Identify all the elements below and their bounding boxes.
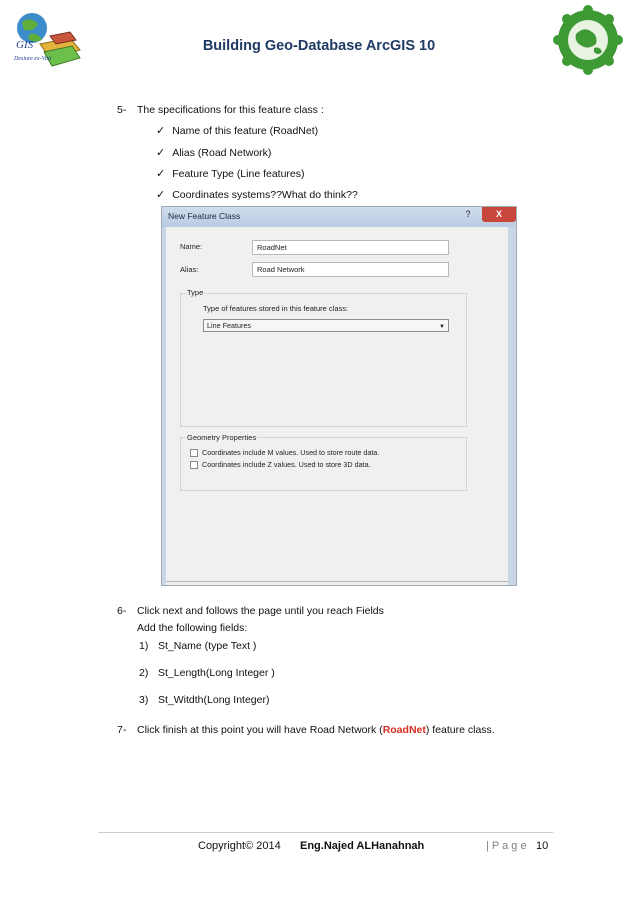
feature-type-selected-value: Line Features	[207, 321, 251, 330]
z-values-label: Coordinates include Z values. Used to store 3D data.	[202, 460, 371, 469]
checkmark-icon: ✓	[156, 147, 166, 159]
field-list-item: St_Witdth(Long Integer)	[158, 694, 270, 706]
logo-gis-text: GIS	[16, 39, 34, 51]
checkmark-icon: ✓	[156, 189, 166, 201]
step-7-text-before: Click finish at this point you will have Road Network (	[137, 724, 383, 736]
checklist-item-text: Name of this feature (RoadNet)	[172, 125, 319, 137]
dialog-right-border	[508, 227, 517, 586]
green-earth-logo-image	[552, 4, 624, 76]
footer-page-label: | P a g e	[486, 840, 527, 852]
new-feature-class-dialog-screenshot	[161, 206, 517, 586]
step-7-text-after: ) feature class.	[425, 724, 495, 736]
checklist-item-text: Coordinates systems??What do think??	[172, 189, 358, 201]
footer-page-number: 10	[536, 840, 549, 852]
step-6-text: Click next and follows the page until you reach Fields	[137, 605, 384, 617]
checklist-item-text: Alias (Road Network)	[172, 147, 272, 159]
field-list-item: St_Name (type Text )	[158, 640, 257, 652]
step-5-number: 5-	[117, 104, 127, 116]
footer-copyright: Copyright© 2014	[198, 840, 281, 852]
page-header-title: Building Geo-Database ArcGIS 10	[202, 38, 436, 54]
footer-author: Eng.Najed ALHanahnah	[300, 840, 425, 852]
field-list-number: 3)	[139, 694, 149, 706]
m-values-label: Coordinates include M values. Used to store route data.	[202, 448, 380, 457]
logo-gis-subtext: Desiure ex-Vint	[14, 56, 52, 62]
type-prompt-label: Type of features stored in this feature class:	[203, 304, 349, 313]
close-button[interactable]: X	[482, 207, 516, 222]
geometry-properties-legend: Geometry Properties	[187, 433, 257, 442]
checkmark-icon: ✓	[156, 168, 166, 180]
type-group-legend: Type	[187, 288, 204, 297]
dialog-title: New Feature Class	[168, 211, 241, 221]
field-list-number: 2)	[139, 667, 149, 679]
checklist-item	[156, 124, 318, 137]
alias-label: Alias:	[180, 265, 199, 274]
checklist-item-text: Feature Type (Line features)	[172, 168, 305, 180]
alias-input[interactable]: Road Network	[252, 262, 449, 277]
z-values-checkbox[interactable]	[190, 461, 198, 469]
name-input[interactable]: RoadNet	[252, 240, 449, 255]
field-list-item: St_Length(Long Integer )	[158, 667, 275, 679]
footer-divider	[98, 832, 553, 833]
dialog-bottom-divider	[166, 581, 508, 582]
checklist-item	[156, 146, 271, 159]
help-button[interactable]: ?	[465, 209, 471, 219]
step-6-subtext: Add the following fields:	[137, 622, 248, 634]
type-group	[180, 293, 467, 427]
chevron-down-icon: ▼	[439, 324, 445, 330]
name-label: Name:	[180, 242, 203, 251]
m-values-checkbox[interactable]	[190, 449, 198, 457]
field-list-number: 1)	[139, 640, 149, 652]
step-7-text	[137, 724, 495, 736]
checklist-item	[156, 167, 305, 180]
step-6-number: 6-	[117, 605, 127, 617]
feature-type-dropdown[interactable]	[203, 319, 449, 332]
step-7-highlight: RoadNet	[382, 724, 426, 736]
checkmark-icon: ✓	[156, 125, 166, 137]
step-7-number: 7-	[117, 724, 127, 736]
dialog-left-border	[162, 227, 166, 586]
checklist-item	[156, 188, 358, 201]
step-5-text: The specifications for this feature class :	[137, 104, 324, 116]
